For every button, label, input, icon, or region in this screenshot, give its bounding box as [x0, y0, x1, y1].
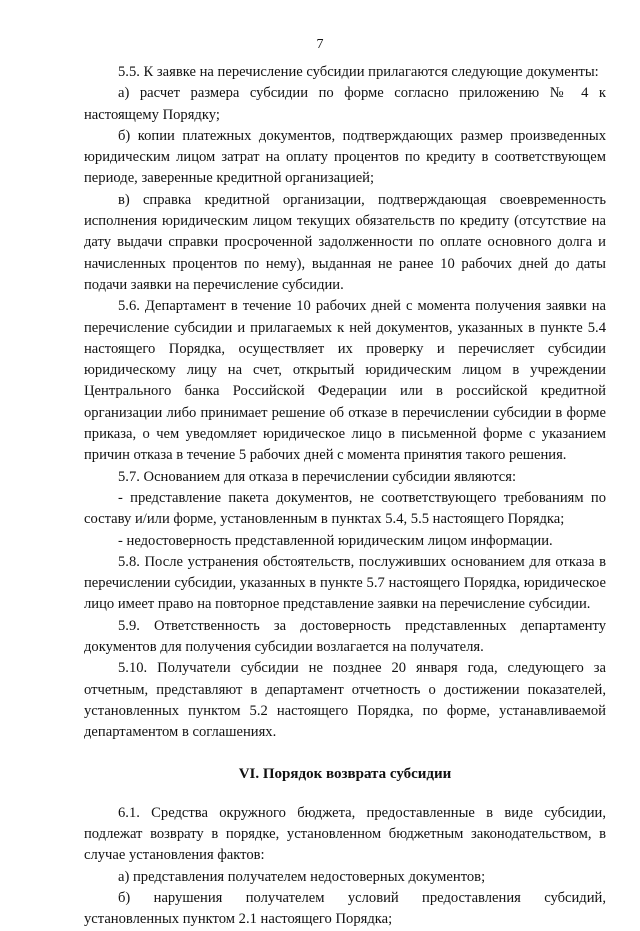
section-heading: VI. Порядок возврата субсидии — [238, 765, 452, 782]
paragraph-5-9: 5.9. Ответственность за достоверность представленных департаменту документов для получения субсидии возлагается на получателя. — [84, 617, 606, 656]
page-number: 7 — [316, 37, 324, 52]
paragraph-6-1-a: а) представления получателем недостоверных документов; — [118, 868, 486, 885]
paragraph-6-1-b: б) нарушения получателем условий предоставления субсидий, установленных пунктом 2.1 настоящего Порядка; — [84, 889, 606, 928]
paragraph-5-5: 5.5. К заявке на перечисление субсидии прилагаются следующие документы: — [118, 64, 599, 80]
paragraph-6-1: 6.1. Средства окружного бюджета, предоставленные в виде субсидии, подлежат возврату в порядке, установленном бюджетным законодательством, в случае установления фактов: — [84, 804, 606, 864]
paragraph-5-7-item-1: - представление пакета документов, не соответствующего требованиям по составу и/или форме, установленным в пунктах 5.4, 5.5 настоящего Порядка; — [84, 489, 606, 528]
paragraph-5-6: 5.6. Департамент в течение 10 рабочих дней с момента получения заявки на перечисление субсидии и прилагаемых к ней документов, указанных в пункте 5.4 настоящего Порядка, осуществляет их проверку и перечисляет субсидии юридическому лицу на счет, открытый юридическим лицом в учреждении Центрального банка Российской Федерации или в российской кредитной организации либо принимает решение об отказе в перечислении субсидии в форме приказа, о чем уведомляет юридическое лицо в письменной форме с указанием причин отказа в течение 5 рабочих дней с момента принятия такого решения. — [84, 298, 606, 464]
paragraph-5-10: 5.10. Получатели субсидии не позднее 20 января года, следующего за отчетным, представляют в департамент отчетность о достижении показателей, установленных пунктом 5.2 настоящего Порядка, по форме, устанавливаемой департаментом в соглашениях. — [84, 660, 606, 741]
paragraph-5-5-b: б) копии платежных документов, подтверждающих размер произведенных юридическим лицом затрат на оплату процентов по кредиту в соответствующем периоде, заверенные кредитной организацией; — [84, 127, 606, 187]
document-body — [84, 62, 606, 931]
paragraph-5-8: 5.8. После устранения обстоятельств, послуживших основанием для отказа в перечислении субсидии, указанных в пункте 5.7 настоящего Порядка, юридическое лицо имеет право на повторное представление заявки на перечисление субсидии. — [84, 553, 606, 613]
paragraph-5-7-item-2: - недостоверность представленной юридическим лицом информации. — [118, 532, 553, 549]
paragraph-5-5-a: а) расчет размера субсидии по форме согласно приложению № 4 к настоящему Порядку; — [84, 85, 606, 123]
paragraph-5-7: 5.7. Основанием для отказа в перечислении субсидии являются: — [118, 468, 517, 485]
paragraph-5-5-v: в) справка кредитной организации, подтверждающая своевременность исполнения юридическим лицом текущих обязательств по кредиту (отсутствие на дату выдачи справки просроченной задолженности по оплате основного долга и начисленных процентов по нему), выданная не ранее 10 рабочих дней до даты подачи заявки на перечисление субсидии. — [84, 191, 606, 293]
